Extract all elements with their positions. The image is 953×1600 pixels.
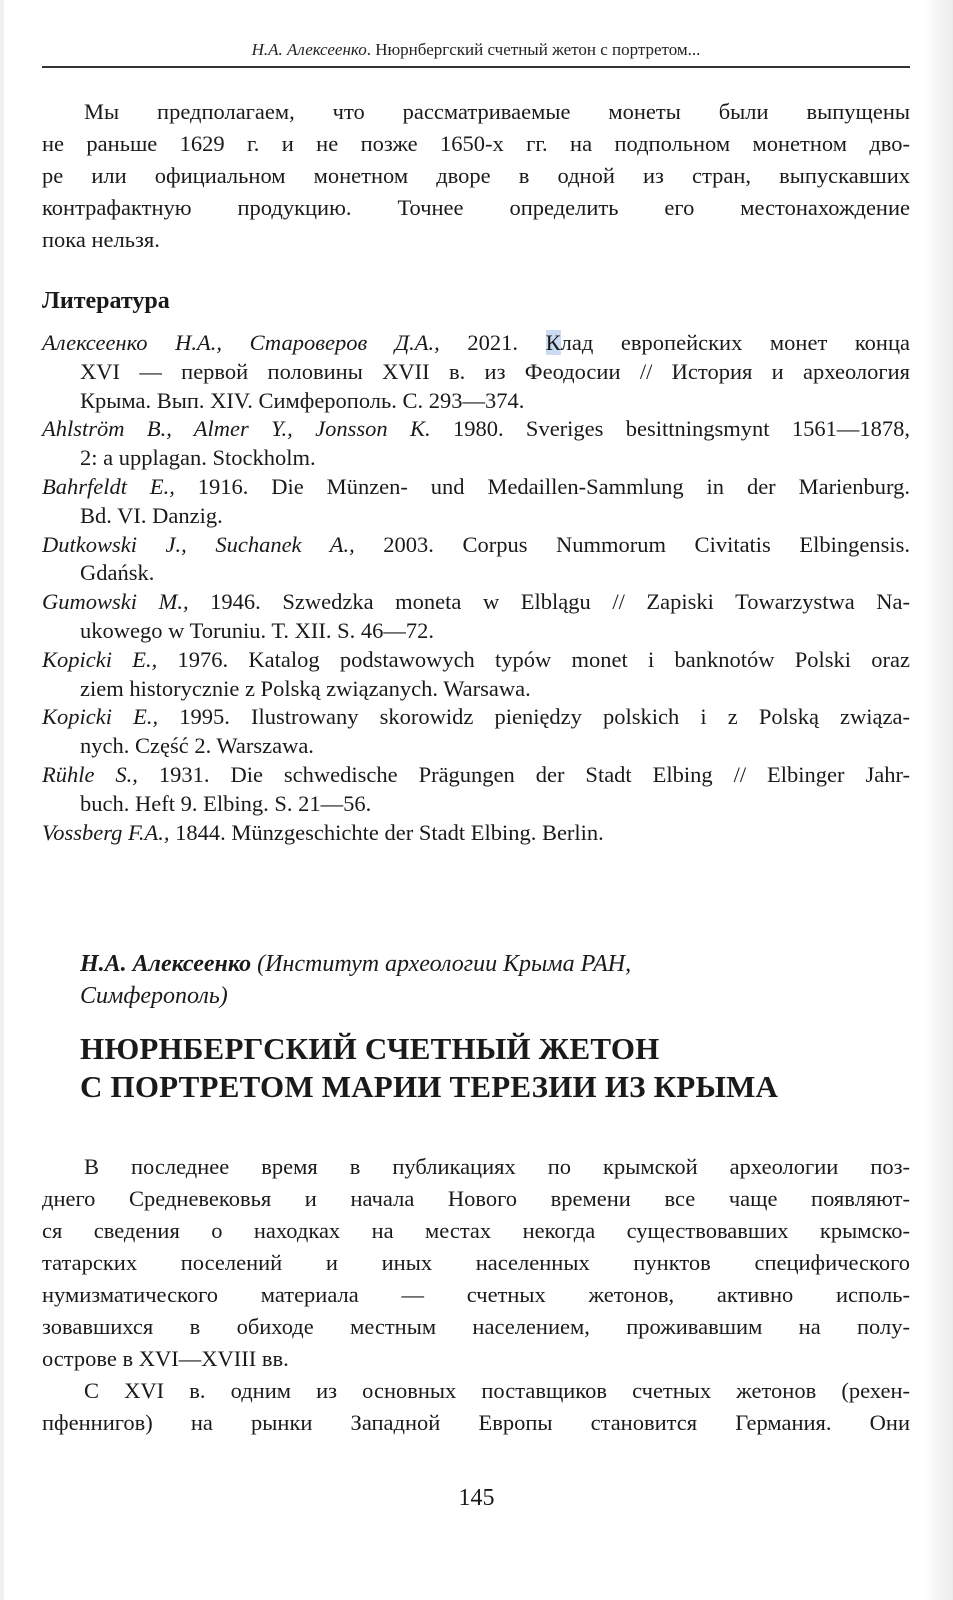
- article-author-block: [80, 948, 880, 1012]
- reference-continuation: Bd. VI. Danzig.: [80, 502, 223, 528]
- text-line: пфеннигов) на рынки Западной Европы становится Германия. Они: [42, 1410, 910, 1435]
- article-affiliation: (Институт археологии Крыма РАН,: [251, 951, 632, 977]
- page-right-shadow: [923, 0, 953, 1600]
- reference-continuation: ukowego w Toruniu. T. XII. S. 46—72.: [80, 617, 435, 643]
- text-line: не раньше 1629 г. и не позже 1650-х гг. на подпольном монетном дво-: [42, 131, 910, 156]
- references-list: [42, 329, 910, 847]
- reference-continuation: Крыма. Вып. XIV. Симферополь. С. 293—374.: [80, 387, 525, 413]
- text-line: В последнее время в публикациях по крымской археологии поз-: [84, 1154, 910, 1179]
- reference-continuation: 2: a upplagan. Stockholm.: [80, 445, 316, 471]
- reference-text: 1916. Die Münzen- und Medaillen-Sammlung in der Marienburg.: [174, 473, 911, 499]
- article-author-name: Н.А. Алексеенко: [80, 951, 252, 977]
- running-head-author: Н.А. Алексеенко: [251, 40, 367, 59]
- text-line: острове в XVI—XVIII вв.: [42, 1346, 289, 1371]
- reference-text: 1976. Katalog podstawowych typów monet i banknotów Polski oraz: [157, 646, 910, 672]
- reference-authors: Rühle S.,: [42, 761, 138, 787]
- reference-text: лад европейских монет конца: [560, 330, 911, 355]
- page-left-edge: [0, 0, 4, 1600]
- text-line: ся сведения о находках на местах некогда существовавших крымско-: [42, 1218, 910, 1243]
- text-line: С XVI в. одним из основных поставщиков счетных жетонов (рехен-: [84, 1378, 910, 1403]
- reference-authors: Dutkowski J., Suchanek A.,: [42, 531, 355, 557]
- article-title-line: НЮРНБЕРГСКИЙ СЧЕТНЫЙ ЖЕТОН: [80, 1031, 660, 1066]
- reference-item: [42, 703, 910, 732]
- text-line: нумизматического материала — счетных жетонов, активно исполь-: [42, 1282, 910, 1307]
- literature-heading: Литература: [42, 288, 170, 314]
- text-line: контрафактную продукцию. Точнее определить его местонахождение: [42, 195, 910, 220]
- text-line: ре или официальном монетном дворе в одной из стран, выпускавших: [42, 163, 910, 188]
- reference-text: 1931. Die schwedische Prägungen der Stadt Elbing // Elbinger Jahr-: [137, 761, 910, 787]
- reference-continuation: XVI — первой половины XVII в. из Феодосии // История и археология: [80, 358, 910, 384]
- reference-item: [42, 646, 910, 675]
- text-line: пока нельзя.: [42, 227, 160, 252]
- text-line: Мы предполагаем, что рассматриваемые монеты были выпущены: [84, 99, 910, 124]
- reference-item: [42, 329, 910, 358]
- header-rule: [42, 66, 910, 68]
- article-paragraph-2: [42, 1375, 910, 1439]
- reference-authors: Kopicki E.,: [42, 704, 159, 730]
- text-line: татарских поселений и иных населенных пунктов специфического: [42, 1250, 910, 1275]
- reference-text: 1946. Szwedzka moneta w Elblągu // Zapiski Towarzystwa Na-: [188, 589, 911, 615]
- text-line: днего Средневековья и начала Нового времени все чаще появляют-: [42, 1186, 910, 1211]
- reference-text: 2021.: [439, 330, 546, 355]
- reference-authors: Алексеенко Н.А., Староверов Д.А.,: [42, 330, 440, 355]
- article-affiliation-city: Симферополь): [80, 983, 228, 1009]
- reference-item: [42, 415, 910, 444]
- reference-text: 1844. Münzgeschichte der Stadt Elbing. Berlin.: [169, 819, 604, 845]
- reference-text: 1995. Ilustrowany skorowidz pieniędzy polskich i z Polską związa-: [158, 704, 910, 730]
- reference-authors: Bahrfeldt E.,: [42, 473, 175, 499]
- reference-item: [42, 761, 910, 790]
- article-title: [80, 1030, 910, 1106]
- reference-item: [42, 531, 910, 560]
- reference-item: [42, 819, 910, 848]
- text-selection-highlight[interactable]: К: [545, 330, 561, 355]
- article-title-line: С ПОРТРЕТОМ МАРИИ ТЕРЕЗИИ ИЗ КРЫМА: [80, 1069, 779, 1104]
- reference-continuation: buch. Heft 9. Elbing. S. 21—56.: [80, 790, 372, 816]
- reference-authors: Gumowski M.,: [42, 589, 189, 615]
- article-paragraph-1: [42, 1151, 910, 1375]
- reference-text: 1980. Sveriges besittningsmynt 1561—1878,: [430, 416, 910, 442]
- reference-authors: Vossberg F.A.,: [42, 819, 170, 845]
- reference-continuation: ziem historycznie z Polską związanych. Warsawa.: [80, 675, 531, 701]
- text-line: зовавшихся в обиходе местным населением, проживавшим на полу-: [42, 1314, 910, 1339]
- reference-item: [42, 588, 910, 617]
- reference-authors: Kopicki E.,: [42, 646, 158, 672]
- reference-item: [42, 473, 910, 502]
- reference-continuation: nych. Część 2. Warszawa.: [80, 733, 314, 759]
- page-number: 145: [458, 1485, 495, 1511]
- running-head: [42, 40, 910, 60]
- intro-paragraph: [42, 96, 910, 256]
- reference-authors: Ahlström B., Almer Y., Jonsson K.: [42, 416, 431, 442]
- reference-text: 2003. Corpus Nummorum Civitatis Elbingensis.: [354, 531, 910, 557]
- running-head-title: . Нюрнбергский счетный жетон с портретом...: [366, 40, 701, 59]
- reference-continuation: Gdańsk.: [80, 560, 155, 586]
